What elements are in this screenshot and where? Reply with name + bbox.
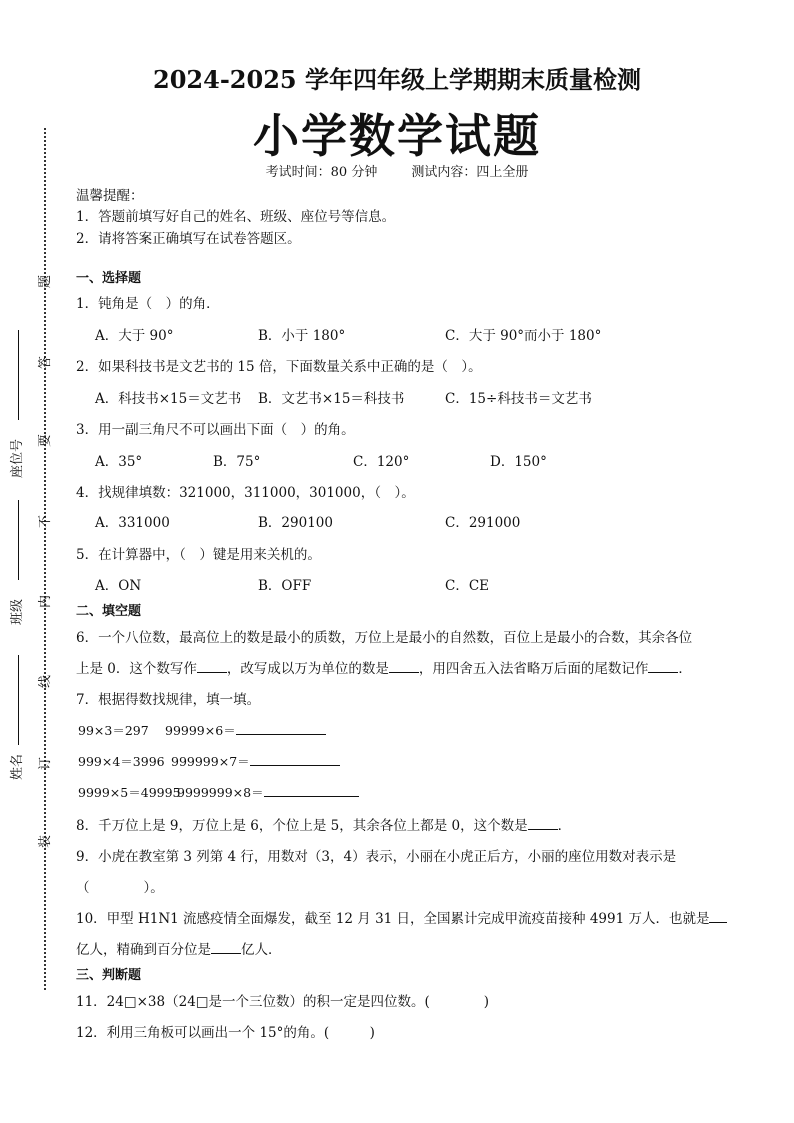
reminder-label: 温馨提醒： (76, 188, 144, 204)
binding-char: 线 (38, 674, 54, 689)
question-line: 8．千万位上是 9，万位上是 6，个位上是 5，其余各位上都是 0，这个数是 ． (76, 818, 572, 834)
question-line: 9．小虎在教室第 3 列第 4 行，用数对（3，4）表示，小丽在小虎正后方，小丽的座位用数对表示是 (76, 849, 677, 865)
question-line: 12．利用三角板可以画出一个 15°的角。( ) (76, 1025, 375, 1041)
question-stem: 3．用一副三角尺不可以画出下面（ ）的角。 (76, 422, 355, 438)
binding-char: 内 (38, 594, 54, 609)
answer-blank[interactable] (250, 753, 340, 766)
binding-char: 要 (38, 433, 54, 448)
name-label: 姓名 (10, 753, 25, 780)
ask-equation: 99999×6＝ (165, 721, 326, 739)
binding-char: 答 (38, 355, 54, 370)
exam-info (0, 161, 794, 180)
question-line: 10．甲型 H1N1 流感疫情全面爆发，截至 12 月 31 日，全国累计完成甲流疫苗接种 4991 万人．也就是 (76, 907, 727, 927)
option[interactable]: C．291000 (445, 515, 521, 531)
question-line: 亿人，精确到百分位是 亿人． (76, 942, 282, 958)
binding-char: 订 (38, 756, 54, 771)
option[interactable]: C．15÷科技书＝文艺书 (445, 391, 592, 407)
question-line: 6．一个八位数，最高位上的数是最小的质数，万位上是最小的自然数，百位上是最小的合数，其余各位 (76, 630, 693, 646)
option[interactable]: B．75° (213, 454, 261, 470)
option[interactable]: C．CE (445, 578, 490, 594)
section-heading: 三、判断题 (76, 968, 142, 983)
binding-char: 题 (38, 274, 54, 289)
answer-parentheses[interactable]: （ ）。 (76, 880, 164, 896)
question-stem: 1．钝角是（ ）的角． (76, 296, 220, 312)
answer-blank[interactable] (389, 660, 419, 673)
option[interactable]: A．331000 (95, 515, 170, 531)
binding-dotted-line (44, 128, 46, 990)
option[interactable]: B．小于 180° (258, 328, 346, 344)
option[interactable]: B．290100 (258, 515, 333, 531)
binding-char: 不 (38, 514, 54, 529)
exam-title: 2024-2025 学年四年级上学期期末质量检测 (153, 65, 641, 94)
page-title: 小学数学试题 (253, 109, 541, 163)
answer-blank[interactable] (648, 660, 678, 673)
binding-char: 装 (38, 834, 54, 849)
option[interactable]: D．150° (490, 454, 547, 470)
known-equation: 999×4＝3996 (78, 754, 165, 769)
known-equation: 9999×5＝49995 (78, 785, 181, 800)
seat-number-blank[interactable] (18, 330, 19, 420)
option[interactable]: C．大于 90°而小于 180° (445, 328, 602, 344)
option[interactable]: A．科技书×15＝文艺书 (95, 391, 242, 407)
option[interactable]: C．120° (353, 454, 410, 470)
option[interactable]: A．ON (95, 578, 142, 594)
ask-equation: 999999×7＝ (171, 752, 340, 770)
class-blank[interactable] (18, 500, 19, 580)
name-blank[interactable] (18, 655, 19, 745)
answer-blank[interactable] (709, 910, 727, 923)
answer-blank[interactable] (197, 660, 227, 673)
option[interactable]: B．OFF (258, 578, 312, 594)
option[interactable]: A．大于 90° (95, 328, 174, 344)
option[interactable]: A．35° (95, 454, 143, 470)
section-heading: 一、选择题 (76, 271, 142, 286)
question-line: 上是 0．这个数写作 ，改写成以万为单位的数是 ，用四舍五入法省略万后面的尾数记作 ． (76, 661, 692, 677)
exam-content: 测试内容：四上全册 (411, 165, 529, 180)
answer-blank[interactable] (211, 941, 241, 954)
exam-time: 考试时间：80 分钟 (265, 165, 378, 180)
reminder-item: 1．答题前填写好自己的姓名、班级、座位号等信息。 (76, 209, 396, 225)
ask-equation: 9999999×8＝ (177, 783, 359, 801)
answer-blank[interactable] (528, 817, 558, 830)
question-stem: 5．在计算器中，（ ）键是用来关机的。 (76, 547, 321, 563)
reminder-item: 2．请将答案正确填写在试卷答题区。 (76, 231, 301, 247)
question-line: 11．24□×38（24□是一个三位数）的积一定是四位数。( ) (76, 994, 490, 1010)
section-heading: 二、填空题 (76, 604, 142, 619)
answer-blank[interactable] (264, 784, 359, 797)
known-equation: 99×3＝297 (78, 723, 149, 738)
answer-blank[interactable] (236, 722, 326, 735)
option[interactable]: B．文艺书×15＝科技书 (258, 391, 405, 407)
class-label: 班级 (10, 598, 25, 625)
seat-number-label: 座位号 (10, 438, 25, 478)
question-stem: 4．找规律填数：321000，311000，301000，（ ）。 (76, 485, 415, 501)
question-stem: 7．根据得数找规律，填一填。 (76, 692, 261, 708)
question-stem: 2．如果科技书是文艺书的 15 倍，下面数量关系中正确的是（ ）。 (76, 359, 482, 375)
